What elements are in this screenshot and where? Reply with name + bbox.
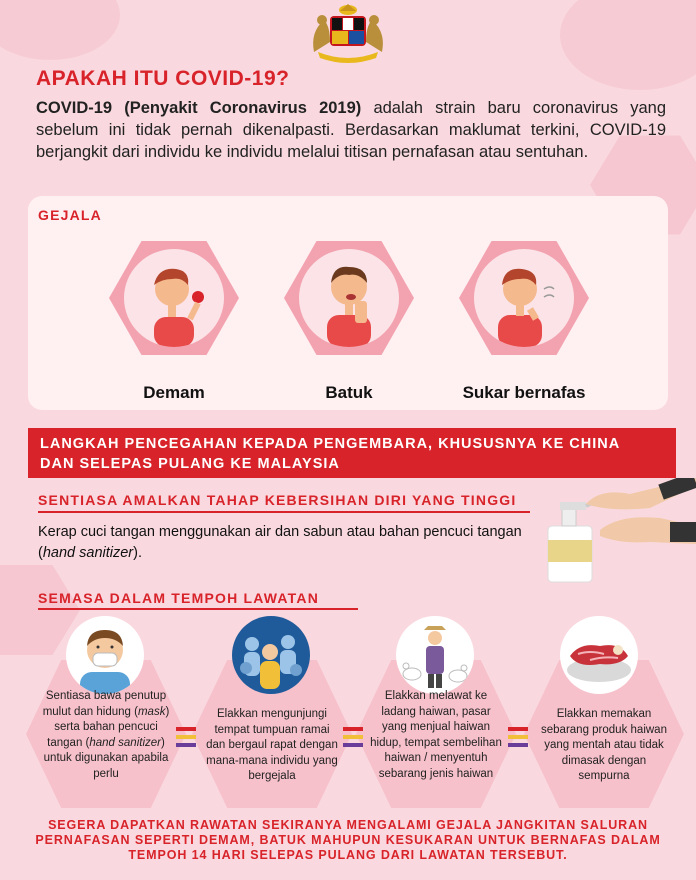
prevention-banner — [28, 428, 676, 478]
symptom-label: Sukar bernafas — [462, 383, 586, 402]
hygiene-text — [38, 522, 558, 564]
connector — [343, 735, 363, 739]
banner-line-2: DAN SELEPAS PULANG KE MALAYSIA — [40, 456, 340, 472]
visit-card-2-text: Elakkan mengunjungi tempat tumpuan ramai dan bergaul rapat dengan mana-mana individu yang bergejala — [206, 708, 338, 782]
card-1-text-part: ) serta bahan pencuci tangan ( — [47, 705, 170, 749]
crowd-icon — [232, 616, 310, 694]
breathing-difficulty-person-icon — [474, 249, 574, 347]
card-1-text-part: Sentiasa bawa penutup mulut dan hidung ( — [42, 690, 167, 718]
symptom-label: Demam — [143, 383, 205, 402]
cough-person-icon — [299, 249, 399, 347]
card-1-text-em: hand sanitizer — [89, 736, 161, 749]
fever-person-icon — [124, 249, 224, 347]
background-decoration — [0, 0, 120, 60]
connector — [176, 743, 196, 747]
page-title: APAKAH ITU COVID-19? — [36, 67, 290, 90]
malaysia-coat-of-arms-logo — [300, 2, 396, 64]
hygiene-text-em: hand sanitizer — [42, 545, 134, 561]
hygiene-text-b: ). — [133, 545, 142, 561]
hand-sanitizer-icon — [540, 478, 696, 586]
symptom-label: Batuk — [325, 383, 373, 402]
hygiene-underline — [38, 511, 530, 513]
connector — [508, 727, 528, 731]
hygiene-text-a: Kerap cuci tangan menggunakan air dan sabun atau bahan pencuci tangan ( — [38, 524, 522, 561]
banner-line-1: LANGKAH PENCEGAHAN KEPADA PENGEMBARA, KHUSUSNYA KE CHINA — [40, 436, 621, 452]
visit-card-2-image — [232, 616, 310, 694]
visit-card-1-image — [66, 616, 144, 694]
symptom-cough — [284, 241, 414, 402]
symptom-fever — [109, 241, 239, 402]
connector — [176, 735, 196, 739]
raw-meat-icon — [560, 616, 638, 694]
intro-bold: COVID-19 (Penyakit Coronavirus 2019) — [36, 99, 362, 117]
card-1-text-em: mask — [137, 705, 166, 718]
visit-card-4-text: Elakkan memakan sebarang produk haiwan yang mentah atau tidak dimasak dengan sempurna — [541, 708, 667, 782]
connector — [508, 743, 528, 747]
hygiene-heading: SENTIASA AMALKAN TAHAP KEBERSIHAN DIRI YANG TINGGI — [38, 492, 517, 508]
connector — [343, 743, 363, 747]
connector — [343, 727, 363, 731]
symptom-breathing — [459, 241, 589, 402]
visit-card-3-image — [396, 616, 474, 694]
intro-text: adalah strain baru coronavirus yang sebelum ini tidak pernah dikenalpasti. Berdasarkan maklumat terkini, COVID-19 berjangkit dari individu ke individu melalui titisan pernafasan atau sentuhan. — [36, 99, 666, 161]
farm-animals-icon — [396, 616, 474, 694]
intro-paragraph — [36, 97, 666, 163]
connector — [508, 735, 528, 739]
mask-person-icon — [66, 616, 144, 694]
visit-card-4-image — [560, 616, 638, 694]
visit-heading: SEMASA DALAM TEMPOH LAWATAN — [38, 590, 320, 606]
symptoms-heading: GEJALA — [38, 207, 102, 223]
card-1-text-part: ) untuk digunakan apabila perlu — [43, 736, 169, 780]
visit-card-1-text — [40, 689, 172, 782]
connector — [176, 727, 196, 731]
footer-advice: SEGERA DAPATKAN RAWATAN SEKIRANYA MENGALAMI GEJALA JANGKITAN SALURAN PERNAFASAN SEPERTI DEMAM, BATUK MAHUPUN KESUKARAN UNTUK BERNAFAS DALAM TEMPOH 14 HARI SELEPAS PULANG DARI LAWATAN TERSEBUT. — [35, 818, 661, 862]
visit-underline — [38, 608, 358, 610]
background-decoration — [560, 0, 696, 90]
visit-card-3-text: Elakkan melawat ke ladang haiwan, pasar yang menjual haiwan hidup, tempat sembelihan haiwan / menyentuh sebarang jenis haiwan — [370, 690, 502, 780]
